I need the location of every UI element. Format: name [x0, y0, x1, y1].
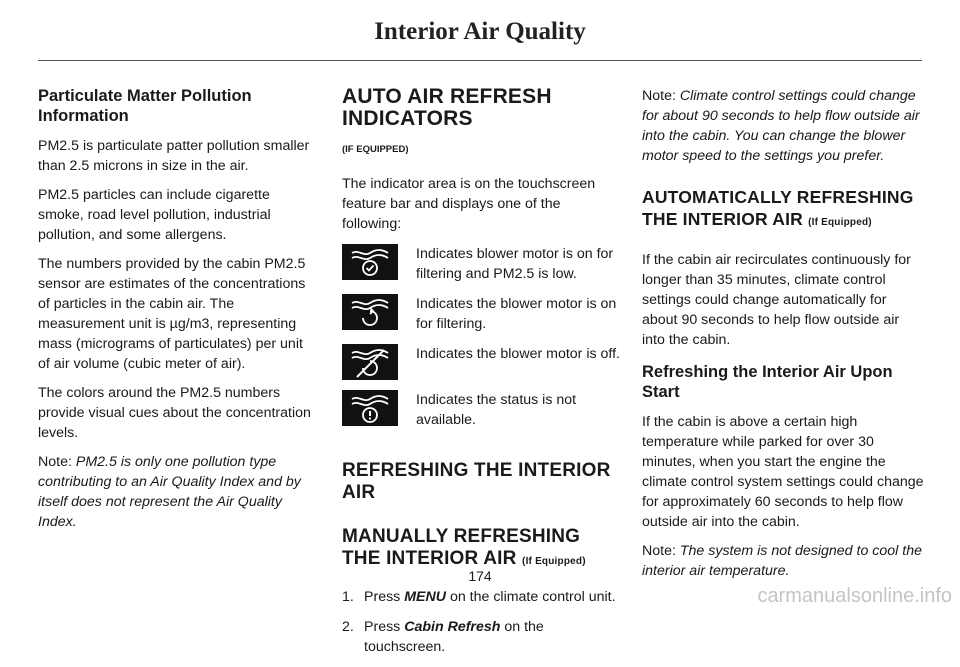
list-item — [342, 617, 622, 657]
header-divider — [38, 60, 922, 61]
step-post: on the touchscreen. — [364, 619, 544, 655]
indicator-description: Indicates blower motor is on for filtering and PM2.5 is low. — [416, 246, 614, 282]
if-equipped-label: (If Equipped) — [522, 556, 586, 567]
heading-text: MANUALLY REFRESHING THE INTERIOR AIR — [342, 526, 581, 569]
section-heading-indicators: AUTO AIR REFRESH INDICATORS — [342, 85, 552, 130]
blower-check-icon — [342, 244, 398, 280]
note — [38, 452, 318, 532]
indicator-row — [342, 244, 622, 284]
note-text: Climate control settings could change for about 90 seconds to help flow outside air into the cabin. You can change the blower motor speed to the settings you prefer. — [642, 88, 920, 164]
paragraph: The colors around the PM2.5 numbers provide visual cues about the concentration levels. — [38, 385, 311, 441]
if-equipped-label: (IF EQUIPPED) — [342, 144, 409, 155]
page-number: 174 — [468, 568, 492, 584]
paragraph: PM2.5 is particulate patter pollution smaller than 2.5 microns in size in the air. — [38, 138, 310, 174]
indicator-row — [342, 294, 622, 334]
paragraph: If the cabin is above a certain high temperature while parked for over 30 minutes, when you start the engine the climate control system settings could change for approximately 60 seconds to help flow outside air into the cabin. — [642, 414, 924, 530]
heading-text: AUTOMATICALLY REFRESHING THE INTERIOR AIR — [642, 187, 914, 229]
page-title: Interior Air Quality — [374, 18, 586, 45]
if-equipped-label: (If Equipped) — [808, 217, 872, 228]
indicator-description: Indicates the status is not available. — [416, 392, 577, 428]
column-right — [642, 80, 924, 590]
note-label: Note: — [642, 543, 676, 559]
paragraph: The indicator area is on the touchscreen feature bar and displays one of the following: — [342, 176, 596, 232]
indicator-row — [342, 344, 622, 380]
section-heading-upon-start: Refreshing the Interior Air Upon Start — [642, 363, 893, 401]
note — [642, 86, 924, 166]
note-text: The system is not designed to cool the interior air temperature. — [642, 543, 922, 579]
paragraph: The numbers provided by the cabin PM2.5 sensor are estimates of the concentrations of particles in the cabin air. The measurement unit is µg/m3, representing mass (micrograms of particulates) per unit of air volume (cubic meter of air). — [38, 256, 306, 372]
list-item — [342, 587, 622, 607]
paragraph: If the cabin air recirculates continuously for longer than 35 minutes, climate control settings could change automatically for about 90 seconds to help flow outside air into the cabin. — [642, 252, 911, 348]
step-text — [364, 587, 616, 607]
note-label: Note: — [642, 88, 676, 104]
section-heading-automatic — [642, 186, 924, 234]
indicator-description: Indicates the blower motor is on for filtering. — [416, 296, 617, 332]
step-number: 2. — [342, 619, 354, 635]
step-number: 1. — [342, 589, 354, 605]
blower-refresh-icon — [342, 294, 398, 330]
section-heading-particulate: Particulate Matter Pollution Information — [38, 87, 252, 125]
blower-off-icon — [342, 344, 398, 380]
section-heading-refreshing: REFRESHING THE INTERIOR AIR — [342, 460, 611, 503]
blower-alert-icon — [342, 390, 398, 426]
step-pre: Press — [364, 619, 405, 635]
step-control-name: MENU — [404, 589, 446, 605]
step-pre: Press — [364, 589, 405, 605]
step-control-name: Cabin Refresh — [404, 619, 501, 635]
step-post: on the climate control unit. — [446, 589, 616, 605]
note-label: Note: — [38, 454, 72, 470]
indicator-row — [342, 390, 622, 430]
watermark-text: carmanualsonline.info — [757, 585, 952, 607]
indicator-description: Indicates the blower motor is off. — [416, 346, 620, 362]
column-left — [38, 80, 318, 541]
paragraph: PM2.5 particles can include cigarette smoke, road level pollution, industrial pollution, and some allergens. — [38, 187, 271, 243]
steps-list — [342, 587, 622, 657]
step-text — [364, 617, 622, 657]
section-heading-manual — [342, 526, 622, 573]
note-text: PM2.5 is only one pollution type contributing to an Air Quality Index and by itself does not represent the Air Quality Index. — [38, 454, 301, 530]
